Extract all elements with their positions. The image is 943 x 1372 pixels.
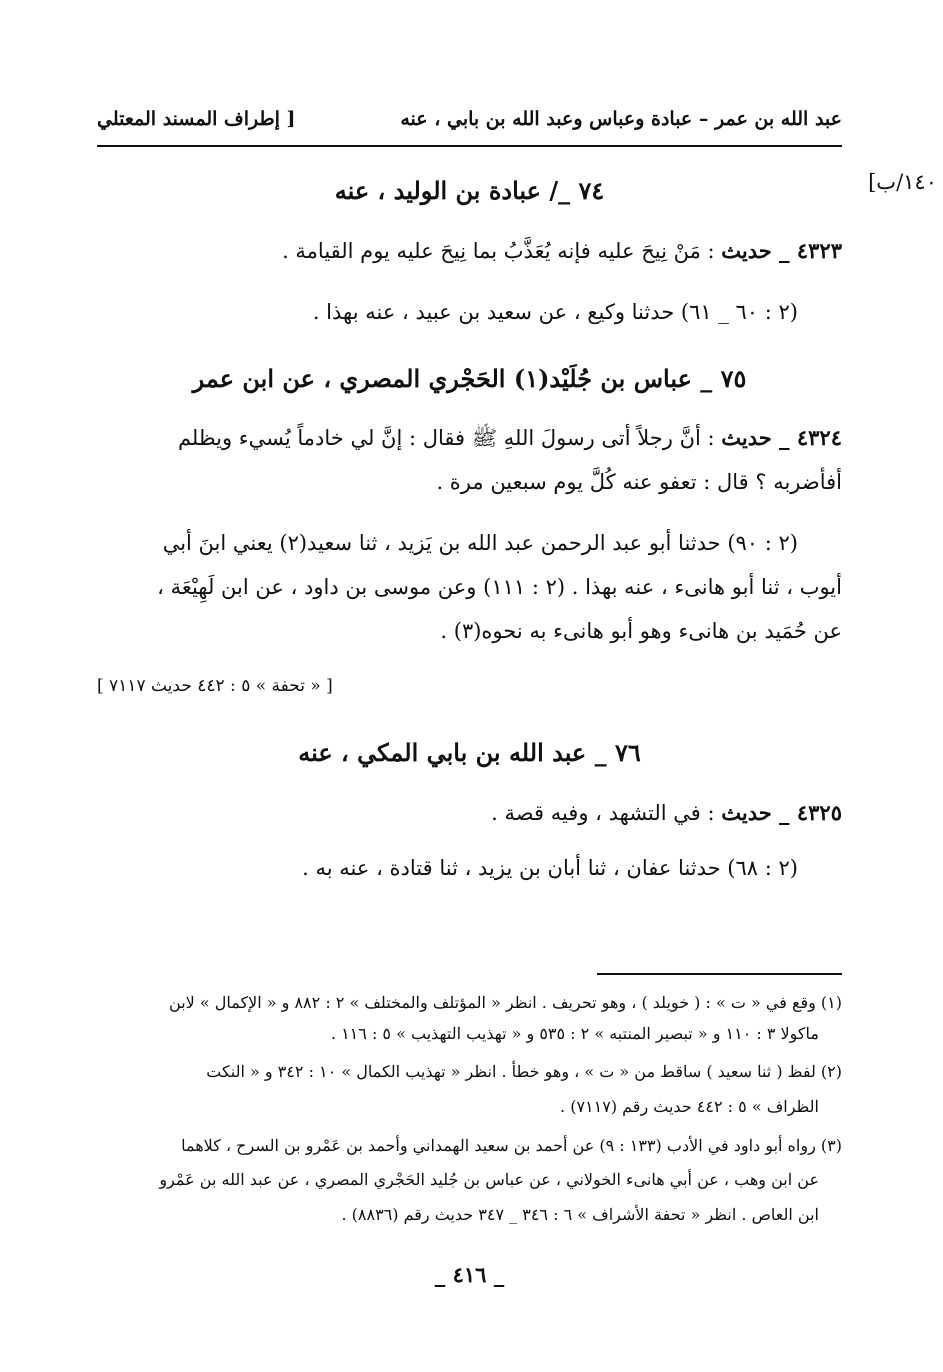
hadith-text: : أنَّ رجلاً أتى رسولَ اللهِ ﷺ فقال : إنَّ لي خادماً يُسيء ويظلم <box>177 426 715 450</box>
footnote-3-line: عن ابن وهب ، عن أبي هانىء الخولاني ، عن عباس بن جُليد الحَجْري المصري ، عن عبد الله بن عَمْرو <box>159 1170 819 1189</box>
tuhfa-reference: [ « تحفة » ٥ : ٤٤٢ حديث ٧١١٧ ] <box>97 676 333 696</box>
hadith-text-continued: أفأضربه ؟ قال : تعفو عنه كُلَّ يوم سبعين مرة . <box>436 470 842 494</box>
footnote-3-line: ابن العاص . انظر « تحفة الأشراف » ٦ : ٣٤٦ _ ٣٤٧ حديث رقم (٨٨٣٦) . <box>341 1205 819 1224</box>
hadith-number: ٤٣٢٥ _ حديث <box>721 800 842 825</box>
isnad-line: عن حُمَيد بن هانىء وهو أبو هانىء به نحوه(٣) . <box>440 619 842 643</box>
footnote-1-line: (١) وقع في « ت » : ( خويلد ) ، وهو تحريف . انظر « المؤتلف والمختلف » ٢ : ٨٨٢ و « الإكمال » لابن <box>169 993 842 1012</box>
isnad-line: (٢ : ٦٠ _ ٦١) حدثنا وكيع ، عن سعيد بن عبيد ، عنه بهذا . <box>312 300 798 324</box>
hadith-line <box>178 425 842 456</box>
footnote-3-line: (٣) رواه أبو داود في الأدب (١٣٣ : ٩) عن أحمد بن سعيد الهمداني وأحمد بن عَمْرو بن السرح ، كلاهما <box>181 1136 842 1155</box>
hadith-text: : مَنْ نِيحَ عليه فإنه يُعَذَّبُ بما نِيحَ عليه يوم القيامة . <box>282 239 715 263</box>
running-title-right: عبد الله بن عمر – عبادة وعباس وعبد الله بن بابي ، عنه <box>400 108 842 130</box>
isnad-line: (٢ : ٦٨) حدثنا عفان ، ثنا أبان بن يزيد ، ثنا قتادة ، عنه به . <box>302 856 798 880</box>
hadith-number: ٤٣٢٤ _ حديث <box>721 425 842 450</box>
margin-folio-reference: ١٤٠/ب] <box>868 170 937 194</box>
header-rule <box>97 145 842 147</box>
running-title-left: [ إطراف المسند المعتلي <box>97 108 296 130</box>
section-heading: ٧٤ _/ عبادة بن الوليد ، عنه <box>334 176 605 205</box>
hadith-text: : في التشهد ، وفيه قصة . <box>491 801 715 825</box>
footnote-rule <box>597 973 842 975</box>
section-heading: ٧٥ _ عباس بن جُلَيْد(١) الحَجْري المصري ، عن ابن عمر <box>192 364 747 393</box>
page-number: _ ٤١٦ _ <box>434 1262 505 1287</box>
footnote-1-line: ماكولا ٣ : ١١٠ و « تبصير المنتبه » ٢ : ٥٣٥ و « تهذيب التهذيب » ٥ : ١١٦ . <box>330 1024 819 1043</box>
isnad-line: أيوب ، ثنا أبو هانىء ، عنه بهذا . (٢ : ١١١) وعن موسى بن داود ، عن ابن لَهِيْعَة ، <box>157 575 842 599</box>
hadith-line <box>282 238 842 263</box>
hadith-number: ٤٣٢٣ _ حديث <box>721 238 842 263</box>
isnad-line: (٢ : ٩٠) حدثنا أبو عبد الرحمن عبد الله بن يَزيد ، ثنا سعيد(٢) يعني ابنَ أبي <box>162 531 798 555</box>
footnote-2-line: (٢) لفظ ( ثنا سعيد ) ساقط من « ت » ، وهو خطأ . انظر « تهذيب الكمال » ١٠ : ٣٤٢ و « النكت <box>206 1062 842 1081</box>
footnote-2-line: الظراف » ٥ : ٤٤٢ حديث رقم (٧١١٧) . <box>560 1097 819 1116</box>
section-heading: ٧٦ _ عبد الله بن بابي المكي ، عنه <box>298 738 641 767</box>
hadith-line <box>491 800 842 825</box>
